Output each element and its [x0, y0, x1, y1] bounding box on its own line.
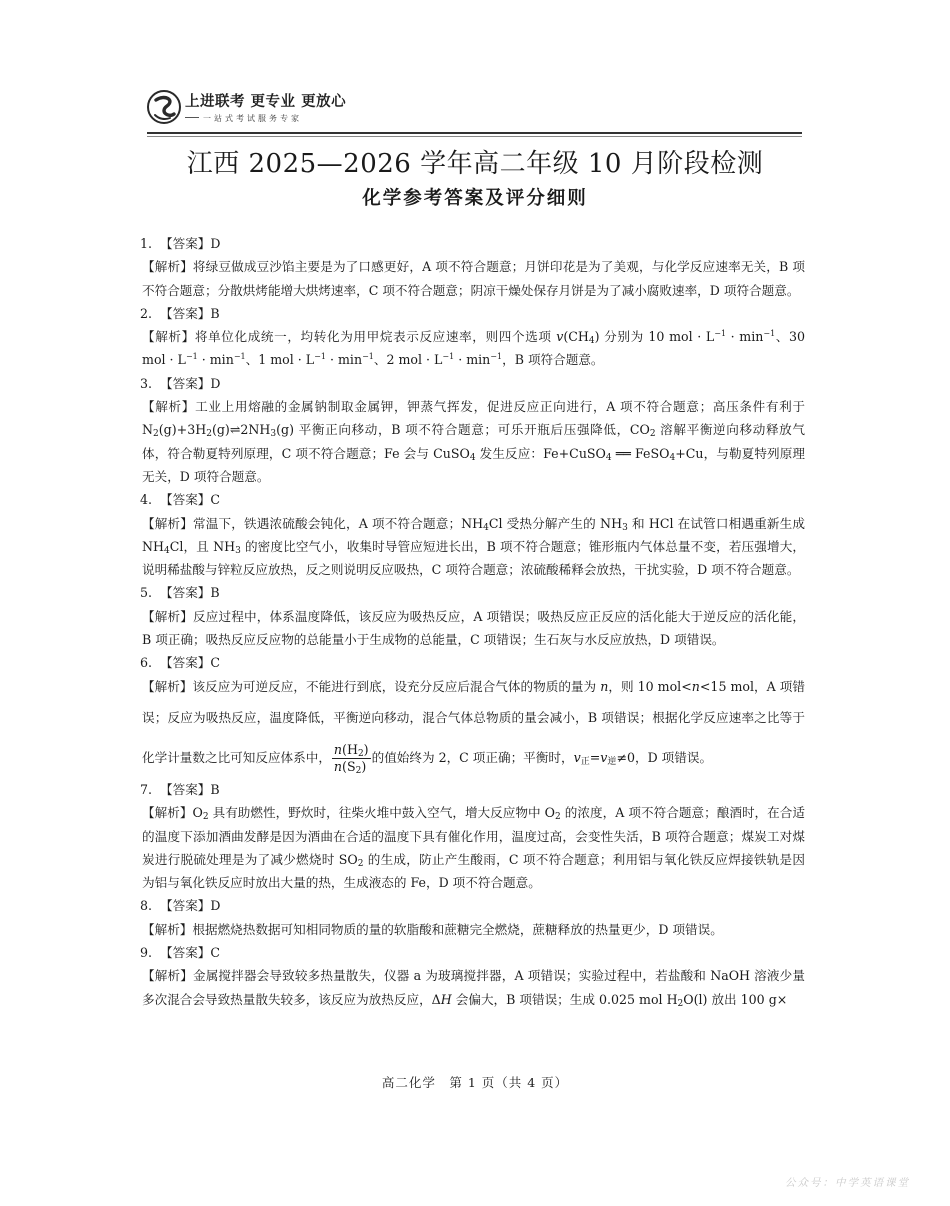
answer-line — [140, 651, 805, 674]
answer-label: 【答案】 — [160, 492, 211, 508]
answer-label: 【答案】 — [160, 898, 211, 914]
answer-value: C — [210, 945, 221, 961]
answer-label: 【答案】 — [160, 305, 211, 321]
answer-label: 【答案】 — [160, 655, 211, 671]
header-rule-thin — [147, 136, 802, 137]
answer-line — [140, 581, 805, 604]
answer-line — [140, 302, 805, 325]
explanation: 【解析】将单位化成统一，均转化为用甲烷表示反应速率，则四个选项 $v(CH_4)$ 分别为 10 mol · $L^{-1} \cdot \min^{-1}$、30 mol · $L^{-1} \cdot \min^{-1}$、1 mol · $L^{-1} \cdot \min^{-1}$、2 mol · $L^{-1} \cdot \min^{-1}$，B 项符合题意。 — [142, 329, 806, 368]
question-number: 3. — [140, 375, 153, 391]
answer-line — [140, 232, 805, 255]
answer-content — [140, 232, 805, 1011]
answer-line — [140, 894, 805, 917]
analysis-label: 【解析】 — [142, 968, 193, 984]
brand-slogan: 上进联考 更专业 更放心 — [185, 94, 347, 110]
analysis-label: 【解析】 — [142, 259, 193, 275]
analysis-label: 【解析】 — [142, 921, 193, 937]
ratio-fraction: $\frac{n(H_2)}{n(S_2)}$ — [333, 741, 369, 776]
question-number: 4. — [140, 492, 153, 508]
explanation: 【解析】常温下，铁遇浓硫酸会钝化，A 项不符合题意；$NH_4Cl$ 受热分解产生的 $NH_3$ 和 HCl 在试管口相遇重新生成 $NH_4Cl$，且 $NH_3$ 的密度比空气小，收集时导管应短进长出，B 项不符合题意；锥形瓶内气体总量不变，若压强增大，说明稀盐酸与锌粒反应放热，反之则说明反应吸热，C 项符合题意；浓硫酸稀释会放热，干扰实验，D 项不符合题意。 — [142, 515, 806, 578]
answer-line — [140, 941, 805, 964]
explanation: 【解析】该反应为可逆反应，不能进行到底，设充分反应后混合气体的物质的量为 n，则 10 mol<n<15 mol，A 项错误；反应为吸热反应，温度降低，平衡逆向移动，混合气体总物质的量会减小，B 项错误；根据化学反应速率之比等于化学计量数之比可知反应体系中， $\frac{n(H_2)}{n(S_2)}$ 的值始终为 2，C 项正确；平衡时，$v_正=v_逆\ne 0$，D 项错误。 — [142, 678, 806, 776]
answer-label: 【答案】 — [160, 945, 211, 961]
answer-line — [140, 488, 805, 511]
analysis-label: 【解析】 — [142, 399, 196, 415]
page-footer: 高二化学 第 1 页（共 4 页） — [381, 1075, 569, 1090]
answer-value: D — [210, 898, 221, 914]
question-number: 8. — [140, 898, 153, 914]
watermark: 公众号：中学英语课堂 — [785, 1177, 910, 1189]
analysis-label: 【解析】 — [142, 608, 193, 624]
answer-value: C — [210, 492, 221, 508]
answer-label: 【答案】 — [160, 585, 211, 601]
explanation — [142, 918, 805, 941]
answer-value: C — [210, 655, 221, 671]
explanation: 【解析】金属搅拌器会导致较多热量散失，仪器 a 为玻璃搅拌器，A 项错误；实验过程中，若盐酸和 NaOH 溶液少量多次混合会导致热量散失较多，该反应为放热反应，ΔH 会偏大，B 项错误；生成 0.025 mol $H_2O(l)$ 放出 100 g× — [142, 968, 805, 1009]
explanation-text: 将绿豆做成豆沙馅主要是为了口感更好，A 项不符合题意；月饼印花是为了美观，与化学反应速率无关，B 项不符合题意；分散烘烤能增大烘烤速率，C 项不符合题意；阴凉干燥处保存月饼是为了减小腐败速率，D 项符合题意。 — [142, 259, 805, 298]
analysis-label: 【解析】 — [142, 805, 193, 821]
explanation: 【解析】$O_2$ 具有助燃性，野炊时，往柴火堆中鼓入空气，增大反应物中 $O_2$ 的浓度，A 项不符合题意；酿酒时，在合适的温度下添加酒曲发酵是因为酒曲在合适的温度下具有催化作用，温度过高，会变性失活，B 项符合题意；煤炭工对煤炭进行脱硫处理是为了减少燃烧时 $SO_2$ 的生成，防止产生酸雨，C 项不符合题意；利用铝与氧化铁反应焊接铁轨是因为铝与氧化铁反应时放出大量的热，生成液态的 Fe，D 项不符合题意。 — [142, 805, 806, 891]
answer-line — [140, 778, 805, 801]
question-number: 5. — [140, 585, 153, 601]
question-number: 7. — [140, 781, 153, 797]
answer-label: 【答案】 — [160, 781, 211, 797]
brand-mark-icon — [147, 88, 181, 126]
doc-title: 化学参考答案及评分细则 — [362, 188, 588, 209]
answer-line — [140, 372, 805, 395]
answer-value: B — [210, 305, 220, 321]
brand-subtitle: 一站式考试服务专家 — [203, 114, 302, 123]
brand-logo — [147, 86, 387, 132]
brand-sub-divider — [185, 117, 199, 118]
answer-label: 【答案】 — [160, 375, 211, 391]
analysis-label: 【解析】 — [142, 515, 193, 531]
answer-value: B — [210, 585, 220, 601]
answer-label: 【答案】 — [160, 236, 211, 251]
header-rule — [147, 132, 802, 134]
question-number: 1. — [140, 236, 153, 251]
question-number: 9. — [140, 945, 153, 961]
answer-value: D — [210, 375, 221, 391]
explanation-text: 根据燃烧热数据可知相同物质的量的软脂酸和蔗糖完全燃烧，蔗糖释放的热量更少，D 项错误。 — [192, 921, 723, 937]
explanation: 【解析】工业上用熔融的金属钠制取金属钾，钾蒸气挥发，促进反应正向进行，A 项不符合题意；高压条件有利于 $N_2(g)+3H_2(g)\rightleftharpoons 2NH_3(g)$ 平衡正向移动，B 项不符合题意；可乐开瓶后压强降低，$CO_2$ 溶解平衡逆向移动释放气体，符合勒夏特列原理，C 项不符合题意；Fe 会与 CuSO$_4$ 发生反应：Fe+CuSO$_4$ ══ FeSO$_4$+Cu，与勒夏特列原理无关，D 项符合题意。 — [142, 399, 806, 484]
exam-title: 江西 2025—2026 学年高二年级 10 月阶段检测 — [186, 149, 764, 179]
explanation — [142, 605, 805, 652]
question-number: 2. — [140, 305, 153, 321]
explanation-text: 反应过程中，体系温度降低，该反应为吸热反应，A 项错误；吸热反应正反应的活化能大于逆反应的活化能，B 项正确；吸热反应反应物的总能量小于生成物的总能量，C 项错误；生石灰与水反应放热，D 项错误。 — [142, 608, 806, 648]
answer-value: D — [210, 236, 221, 251]
explanation — [142, 255, 805, 302]
analysis-label: 【解析】 — [142, 329, 195, 345]
answer-value: B — [210, 781, 220, 797]
question-number: 6. — [140, 655, 153, 671]
analysis-label: 【解析】 — [142, 678, 193, 694]
